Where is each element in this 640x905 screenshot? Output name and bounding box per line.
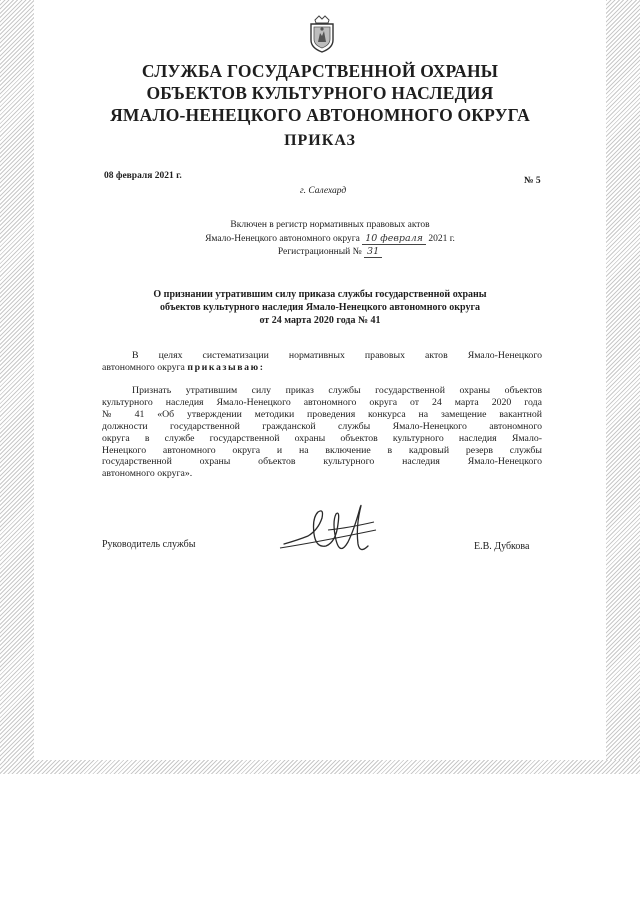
- org-name-line-2: ОБЪЕКТОВ КУЛЬТУРНОГО НАСЛЕДИЯ: [146, 83, 494, 103]
- order-date: 08 февраля 2021 г.: [104, 171, 182, 181]
- operative-line: Признать утратившим силу приказ службы государственной охраны объектов: [132, 385, 542, 396]
- coat-of-arms-icon: [306, 14, 338, 54]
- order-keyword: приказываю:: [187, 361, 265, 373]
- operative-line: автономного округа».: [102, 468, 193, 480]
- org-name-line-3: ЯМАЛО-НЕНЕЦКОГО АВТОНОМНОГО ОКРУГА: [110, 105, 530, 125]
- registry-line-3: [130, 245, 530, 259]
- registry-handwritten-date: 10 февраля: [362, 233, 426, 245]
- preamble-paragraph: [102, 350, 542, 374]
- subject-line-1: О признании утратившим силу приказа службы государственной охраны: [153, 289, 487, 300]
- operative-line: государственной охраны объектов культурного наследия Ямало-Ненецкого: [102, 456, 542, 468]
- org-name-line-1: СЛУЖБА ГОСУДАРСТВЕННОЙ ОХРАНЫ: [141, 61, 499, 81]
- subject-line-3: от 24 марта 2020 года № 41: [259, 315, 381, 326]
- registry-line-2: [130, 232, 530, 246]
- operative-line: № 41 «Об утверждении методики проведения конкурса на замещение вакантной: [102, 408, 542, 420]
- order-number: № 5: [524, 176, 541, 186]
- subject-line-2: объектов культурного наследия Ямало-Ненецкого автономного округа: [159, 302, 481, 313]
- scan-border-bottom: [0, 760, 640, 774]
- preamble-line-1: В целях систематизации нормативных правовых актов Ямало-Ненецкого: [132, 350, 542, 361]
- document-type-title: ПРИКАЗ: [284, 132, 356, 149]
- registry-handwritten-number: 31: [364, 246, 382, 258]
- scan-border-left: [0, 0, 34, 768]
- order-city: г. Салехард: [300, 186, 347, 196]
- registry-line-2-suffix: 2021 г.: [428, 234, 455, 244]
- operative-line: Ненецкого автономного округа и на включение в кадровый резерв службы: [102, 444, 542, 456]
- registry-number-label: Регистрационный №: [277, 247, 362, 257]
- scan-border-right: [606, 0, 640, 768]
- preamble-line-2: [102, 362, 542, 374]
- operative-paragraph: [102, 385, 542, 480]
- handwritten-signature-icon: [278, 500, 384, 562]
- operative-line: должности государственной гражданской службы Ямало-Ненецкого автономного: [102, 420, 542, 432]
- registry-line-2-prefix: Ямало-Ненецкого автономного округа: [205, 234, 360, 244]
- operative-line: культурного наследия Ямало-Ненецкого автономного округа от 24 марта 2020 года: [102, 396, 542, 408]
- registry-line-1: Включен в регистр нормативных правовых актов: [230, 220, 430, 230]
- operative-line: округа в службе государственной охраны объектов культурного наследия Ямало-: [102, 432, 542, 444]
- signatory-name: Е.В. Дубкова: [474, 541, 530, 552]
- preamble-line-2-prefix: автономного округа: [102, 361, 185, 373]
- signatory-position: Руководитель службы: [102, 539, 196, 550]
